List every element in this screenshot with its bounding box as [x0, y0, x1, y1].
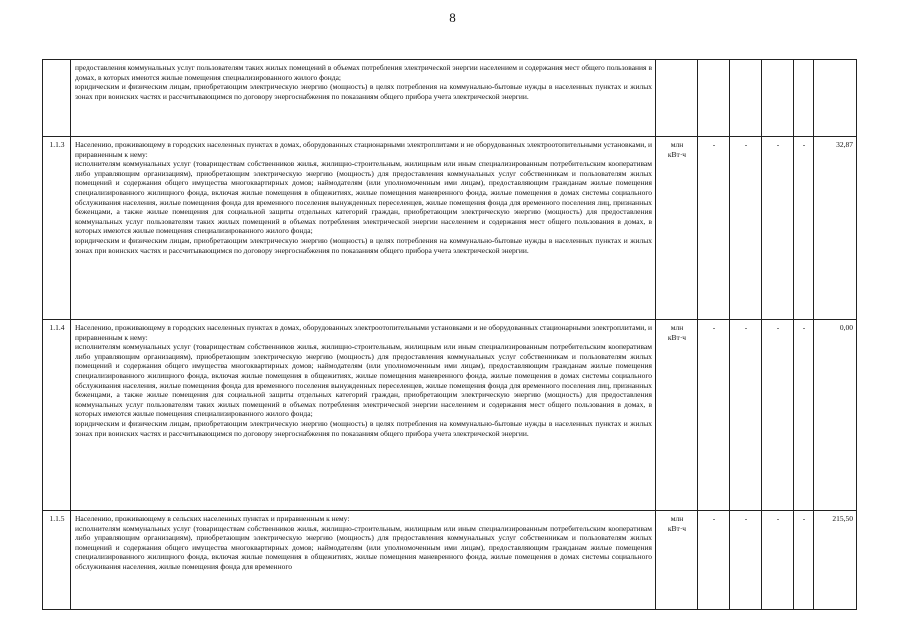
row-description-cell	[71, 137, 656, 320]
page-number: 8	[449, 10, 456, 25]
empty-cell	[762, 60, 794, 137]
description-paragraph: юридическим и физическим лицам, приобретающим электрическую энергию (мощность) в целях потребления на коммунально-бытовые нужды в населенных пунктах и жилых зонах при воинских частях и рассчитывающимся по договору энергоснабжения по показаниям общего прибора учета электрической энергии.	[75, 418, 652, 438]
dash-cell: -	[794, 137, 814, 320]
dash-cell: -	[698, 137, 730, 320]
dash-cell: -	[762, 511, 794, 610]
row-number-cell: 1.1.5	[43, 511, 71, 610]
table-row-1-1-4	[43, 320, 857, 511]
value-cell	[814, 60, 857, 137]
value-cell: 32,87	[814, 137, 857, 320]
row-description-cell	[71, 511, 656, 610]
table-row-1-1-3	[43, 137, 857, 320]
value-cell: 0,00	[814, 320, 857, 511]
value-cell: 215,50	[814, 511, 857, 610]
dash-cell: -	[730, 320, 762, 511]
unit-label: млн	[670, 514, 684, 523]
description-paragraph: исполнителям коммунальных услуг (товариществам собственников жилья, жилищно-строительным, жилищным или иным специализированным потребительским кооперативам либо управляющим организациям), приобретающим электрическую энергию (мощность) для предоставления коммунальных услуг собственникам и пользователям жилых помещений и содержания общего имущества многоквартирных домов; наймодателям (или уполномоченным ими лицам), предоставляющим гражданам жилые помещения специализированного жилищного фонда, включая жилые помещения в общежитиях, жилые помещения маневренного фонда, жилые помещения в домах системы социального обслуживания населения, жилые помещения фонда для временного поселения вынужденных переселенцев, жилые помещения фонда для временного поселения лиц, признанных беженцами, а также жилые помещения для социальной защиты отдельных категорий граждан, приобретающим электрическую энергию (мощность) для предоставления коммунальных услуг пользователям таких жилых помещений в объемах потребления электрической энергии населением и содержания мест общего пользования в домах, в которых имеются жилые помещения специализированного жилого фонда;	[75, 159, 652, 236]
description-paragraph: исполнителям коммунальных услуг (товариществам собственников жилья, жилищно-строительным, жилищным или иным специализированным потребительским кооперативам либо управляющим организациям), приобретающим электрическую энергию (мощность) для предоставления коммунальных услуг собственникам и пользователям жилых помещений и содержания общего имущества многоквартирных домов; наймодателям (или уполномоченным ими лицам), предоставляющим гражданам жилые помещения специализированного жилищного фонда, включая жилые помещения в общежитиях, жилые помещения маневренного фонда, жилые помещения в домах системы социального обслуживания населения, жилые помещения фонда для временного поселения вынужденных переселенцев, жилые помещения фонда для временного поселения лиц, признанных беженцами, а также жилые помещения для социальной защиты отдельных категорий граждан, приобретающим электрическую энергию (мощность) для предоставления коммунальных услуг пользователям таких жилых помещений в объемах потребления электрической энергии населением и содержания мест общего пользования в домах, в которых имеются жилые помещения специализированного жилого фонда;	[75, 342, 652, 419]
dash-cell: -	[730, 137, 762, 320]
table-row-continuation	[43, 60, 857, 137]
dash-cell: -	[730, 511, 762, 610]
unit-label: млн	[670, 323, 684, 332]
unit-cell	[656, 320, 698, 511]
row-number-cell: 1.1.4	[43, 320, 71, 511]
description-paragraph: юридическим и физическим лицам, приобретающим электрическую энергию (мощность) в целях потребления на коммунально-бытовые нужды в населенных пунктах и жилых зонах при воинских частях и рассчитывающимся по договору энергоснабжения по показаниям общего прибора учета электрической энергии.	[75, 235, 652, 255]
unit-cell	[656, 60, 698, 137]
unit-cell	[656, 137, 698, 320]
dash-cell: -	[762, 320, 794, 511]
description-paragraph: Населению, проживающему в городских населенных пунктах в домах, оборудованных электроотопительными установками и не оборудованных стационарными электроплитами, и приравненным к нему:	[75, 323, 652, 342]
unit-label: кВт·ч	[667, 332, 687, 342]
table-row-1-1-5	[43, 511, 857, 610]
description-paragraph: Населению, проживающему в городских населенных пунктах в домах, оборудованных стационарными электроплитами и не оборудованных электроотопительными установками, и приравненным к нему:	[75, 140, 652, 159]
row-description-cell	[71, 60, 656, 137]
description-paragraph: предоставления коммунальных услуг пользователям таких жилых помещений в объемах потребления электрической энергии населением и содержания мест общего пользования в домах, в которых имеются жилые помещения специализированного жилого фонда;	[75, 63, 652, 82]
description-paragraph: исполнителям коммунальных услуг (товариществам собственников жилья, жилищно-строительным, жилищным или иным специализированным потребительским кооперативам либо управляющим организациям), приобретающим электрическую энергию (мощность) для предоставления коммунальных услуг собственникам и пользователям жилых помещений и содержания общего имущества многоквартирных домов; наймодателям (или уполномоченным ими лицам), предоставляющим гражданам жилые помещения специализированного жилищного фонда, включая жилые помещения в общежитиях, жилые помещения маневренного фонда, жилые помещения в домах системы социального обслуживания населения, жилые помещения фонда для временного	[75, 523, 652, 571]
tariff-table	[42, 59, 857, 610]
dash-cell: -	[794, 511, 814, 610]
unit-label: кВт·ч	[667, 149, 687, 159]
row-description-cell	[71, 320, 656, 511]
description-paragraph: Населению, проживающему в сельских населенных пунктах и приравненным к нему:	[75, 514, 350, 523]
dash-cell: -	[794, 320, 814, 511]
dash-cell: -	[698, 320, 730, 511]
unit-label: кВт·ч	[667, 523, 687, 533]
dash-cell: -	[762, 137, 794, 320]
description-paragraph: юридическим и физическим лицам, приобретающим электрическую энергию (мощность) в целях потребления на коммунально-бытовые нужды в населенных пунктах и жилых зонах при воинских частях и рассчитывающимся по договору энергоснабжения по показаниям общего прибора учета электрической энергии.	[75, 82, 652, 101]
unit-label: млн	[670, 140, 684, 149]
empty-cell	[794, 60, 814, 137]
unit-cell	[656, 511, 698, 610]
row-number-cell	[43, 60, 71, 137]
empty-cell	[698, 60, 730, 137]
dash-cell: -	[698, 511, 730, 610]
row-number-cell: 1.1.3	[43, 137, 71, 320]
empty-cell	[730, 60, 762, 137]
